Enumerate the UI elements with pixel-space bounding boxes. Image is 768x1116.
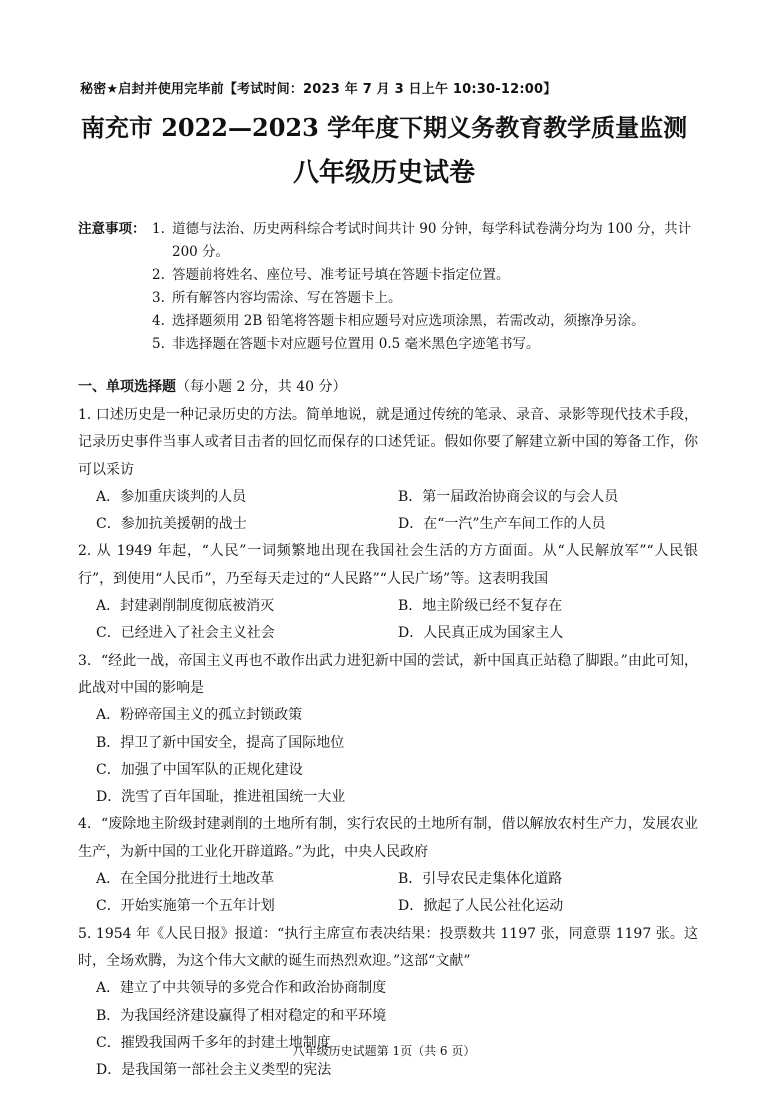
answer-option: B．地主阶级已经不复存在	[398, 598, 563, 615]
question-options	[78, 975, 698, 1084]
question-stem: 2. 从 1949 年起，“人民”一词频繁地出现在我国社会生活的方方面面。从“人民解放军”“人民银行”，到使用“人民币”，乃至每天走过的“人民路”“人民广场”等。这表明我国	[78, 543, 698, 587]
note-number: 1.	[152, 221, 165, 237]
answer-option: A．建立了中共领导的多党合作和政治协商制度	[96, 980, 387, 997]
answer-option: D．洗雪了百年国耻，推进祖国统一大业	[96, 789, 346, 806]
question-options	[78, 593, 698, 648]
question-item	[78, 648, 698, 812]
secret-exam-time-line: 秘密★启封并使用完毕前【考试时间：2023 年 7 月 3 日上午 10:30-12:00】	[80, 82, 557, 97]
question-item	[78, 402, 698, 538]
answer-option: C．加强了中国军队的正规化建设	[96, 761, 303, 778]
exam-subject-title: 八年级历史试卷	[292, 158, 475, 188]
answer-option: C．摧毁我国两千多年的封建土地制度	[96, 1034, 331, 1051]
question-stem: 5. 1954 年《人民日报》报道：“执行主席宣布表决结果：投票数共 1197 张，同意票 1197 张。这时，全场欢腾，为这个伟大文献的诞生而热烈欢迎。”这部“文献”	[78, 925, 698, 969]
page-footer: 八年级历史试题第 1页（共 6 页）	[292, 1044, 476, 1058]
note-text: 道德与法治、历史两科综合考试时间共计 90 分钟，每学科试卷满分均为 100 分，共计 200 分。	[172, 221, 692, 260]
question-stem: 1. 口述历史是一种记录历史的方法。简单地说，就是通过传统的笔录、录音、录影等现代技术手段，记录历史事件当事人或者目击者的回忆而保存的口述凭证。假如你要了解建立新中国的筹备工作，你可以采访	[78, 407, 698, 478]
answer-option: A．粉碎帝国主义的孤立封锁政策	[96, 707, 303, 724]
note-text: 所有解答内容均需涂、写在答题卡上。	[172, 290, 402, 306]
note-text: 选择题须用 2B 铅笔将答题卡相应题号对应选项涂黑，若需改动，须擦净另涂。	[172, 313, 645, 329]
answer-option: B．引导农民走集体化道路	[398, 871, 563, 888]
answer-option: C．开始实施第一个五年计划	[96, 898, 275, 915]
question-stem: 3．“经此一战，帝国主义再也不敢作出武力进犯新中国的尝试，新中国真正站稳了脚跟。”由此可知，此战对中国的影响是	[78, 652, 698, 696]
note-text: 非选择题在答题卡对应题号位置用 0.5 毫米黑色字迹笔书写。	[172, 336, 540, 352]
answer-option: C．已经进入了社会主义社会	[96, 625, 275, 642]
note-item	[152, 310, 712, 333]
note-number: 4.	[152, 313, 165, 329]
note-number: 2.	[152, 267, 165, 283]
section-heading	[78, 376, 347, 396]
question-options	[78, 702, 698, 811]
question-item	[78, 538, 698, 647]
answer-option: A．参加重庆谈判的人员	[96, 488, 247, 505]
question-item	[78, 811, 698, 920]
answer-option: C．参加抗美援朝的战士	[96, 516, 247, 533]
note-number: 5.	[152, 336, 165, 352]
answer-option: B．为我国经济建设赢得了相对稳定的和平环境	[96, 1007, 387, 1024]
note-item	[152, 333, 712, 356]
answer-option: D．是我国第一部社会主义类型的宪法	[96, 1062, 332, 1079]
section-scoring-note: （每小题 2 分，共 40 分）	[176, 379, 347, 395]
section-title: 一、单项选择题	[78, 379, 176, 395]
question-options	[78, 484, 698, 539]
answer-option: A．封建剥削制度彻底被消灭	[96, 598, 275, 615]
answer-option: D．掀起了人民公社化运动	[398, 898, 564, 915]
notes-label: 注意事项：	[78, 221, 146, 237]
answer-option: D．在“一汽”生产车间工作的人员	[398, 516, 606, 533]
note-item	[152, 218, 712, 264]
notes-list	[152, 218, 712, 356]
question-item	[78, 921, 698, 1085]
exam-main-title: 南充市 2022—2023 学年度下期义务教育教学质量监测	[80, 113, 688, 142]
answer-option: D．人民真正成为国家主人	[398, 625, 564, 642]
answer-option: A．在全国分批进行土地改革	[96, 871, 275, 888]
questions-list	[78, 402, 698, 1084]
note-item	[152, 264, 712, 287]
answer-option: B．第一届政治协商会议的与会人员	[398, 488, 619, 505]
question-stem: 4．“废除地主阶级封建剥削的土地所有制，实行农民的土地所有制，借以解放农村生产力，发展农业生产，为新中国的工业化开辟道路。”为此，中央人民政府	[78, 816, 698, 860]
note-text: 答题前将姓名、座位号、准考证号填在答题卡指定位置。	[172, 267, 510, 283]
note-item	[152, 287, 712, 310]
question-options	[78, 866, 698, 921]
note-number: 3.	[152, 290, 165, 306]
answer-option: B．捍卫了新中国安全，提高了国际地位	[96, 734, 345, 751]
